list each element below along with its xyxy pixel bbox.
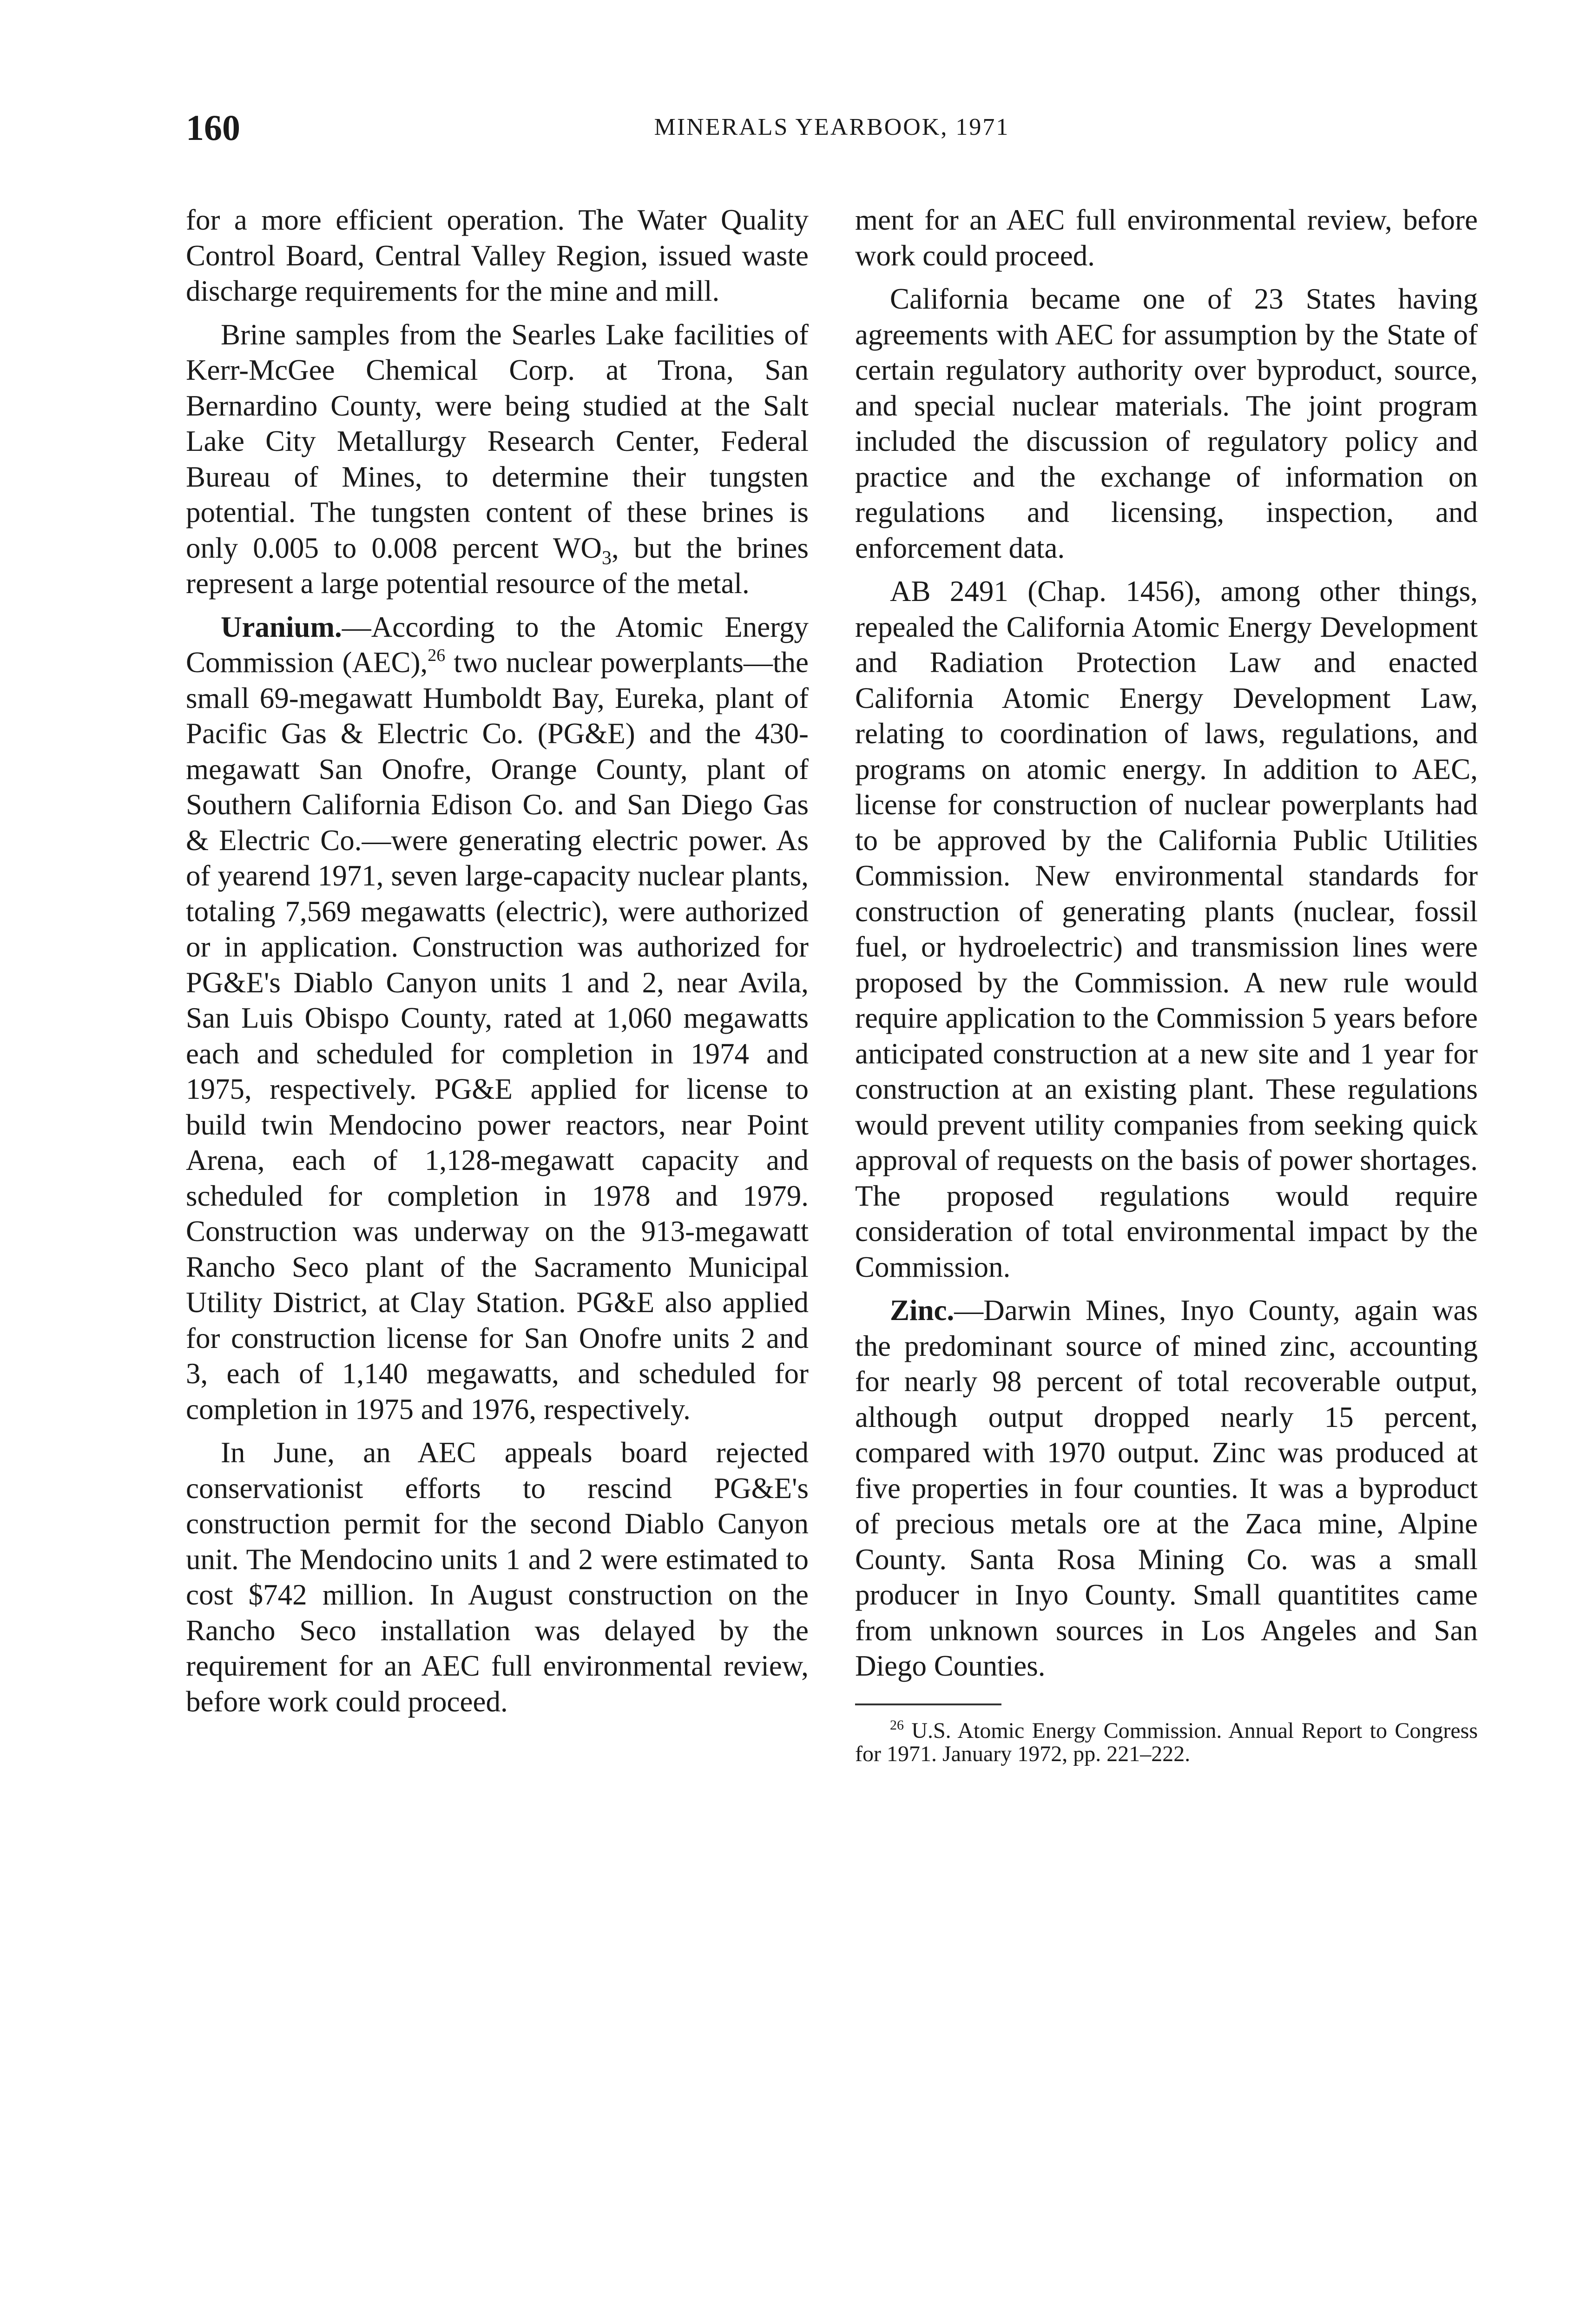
paragraph: In June, an AEC appeals board rejected conservationist efforts to rescind PG&E's construction permit for the second Diablo Canyon unit. The Mendocino units 1 and 2 were estimated to cost $742 million. In August construction on the Rancho Seco installation was delayed by the requirement for an AEC full environmental review, before work could proceed. xyxy=(186,1436,809,1718)
paragraph-text: Brine samples from the Searles Lake facilities of Kerr-McGee Chemical Corp. at Trona, San Bernardino County, were being studied at the Salt Lake City Metallurgy Research Center, Federal Bureau of Mines, to determine their tungsten potential. The tungsten content of these brines is only 0.005 to 0.008 percent WO xyxy=(186,318,809,564)
subscript: 3 xyxy=(602,547,612,569)
footnote-number: 26 xyxy=(890,1717,904,1733)
paragraph-text: two nuclear powerplants—the small 69-megawatt Humboldt Bay, Eureka, plant of Pacific Gas & Electric Co. (PG&E) and the 430-megawatt San Onofre, Orange County, plant of Southern California Edison Co. and San Diego Gas & Electric Co.—were generating electric power. As of yearend 1971, seven large-capacity nuclear plants, totaling 7,569 megawatts (electric), were authorized or in application. Construction was authorized for PG&E's Diablo Canyon units 1 and 2, near Avila, San Luis Obispo County, rated at 1,060 megawatts each and scheduled for completion in 1974 and 1975, respectively. PG&E applied for license to build twin Mendocino power reactors, near Point Arena, each of 1,128-megawatt capacity and scheduled for completion in 1978 and 1979. Construction was underway on the 913-megawatt Rancho Seco plant of the Sacramento Municipal Utility District, at Clay Station. PG&E also applied for construction license for San Onofre units 2 and 3, each of 1,140 megawatts, and scheduled for completion in 1975 and 1976, respectively. xyxy=(186,646,809,1426)
right-column xyxy=(855,202,1478,1766)
page-header xyxy=(186,107,1478,163)
footnote-divider xyxy=(855,1703,1001,1705)
paragraph: California became one of 23 States having agreements with AEC for assumption by the State of certain regulatory authority over byproduct, source, and special nuclear materials. The joint program included the discussion of regulatory policy and practice and the exchange of information on regulations and licensing, inspection, and enforcement data. xyxy=(855,283,1478,564)
paragraph: AB 2491 (Chap. 1456), among other things, repealed the California Atomic Energy Development and Radiation Protection Law and enacted California Atomic Energy Development Law, relating to coordination of laws, regulations, and programs on atomic energy. In addition to AEC, license for construction of nuclear powerplants had to be approved by the California Public Utilities Commission. New environmental standards for construction of generating plants (nuclear, fossil fuel, or hydroelectric) and transmission lines were proposed by the Commission. A new rule would require application to the Commission 5 years before anticipated construction at a new site and 1 year for construction at an existing plant. These regulations would prevent utility companies from seeking quick approval of requests on the basis of power shortages. The proposed regulations would require consideration of total environmental impact by the Commission. xyxy=(855,575,1478,1283)
paragraph-zinc xyxy=(855,1293,1478,1684)
footnote xyxy=(855,1719,1478,1766)
paragraph: for a more efficient operation. The Water Quality Control Board, Central Valley Region, issued waste discharge requirements for the mine and mill. xyxy=(186,204,809,307)
paragraph-text: —According to the Atomic Energy Commission (AEC), xyxy=(186,610,809,679)
page-number: 160 xyxy=(186,107,240,148)
paragraph: ment for an AEC full environmental review, before work could proceed. xyxy=(855,204,1478,272)
paragraph-text: —Darwin Mines, Inyo County, again was the predominant source of mined zinc, accounting for nearly 98 percent of total recoverable output, although output dropped nearly 15 percent, compared with 1970 output. Zinc was produced at five properties in four counties. It was a byproduct of precious metals ore at the Zaca mine, Alpine County. Santa Rosa Mining Co. was a small producer in Inyo County. Small quantitites came from unknown sources in Los Angeles and San Diego Counties. xyxy=(855,1294,1478,1682)
left-column xyxy=(186,202,809,1718)
paragraph-uranium xyxy=(186,609,809,1427)
paragraph-text: , but the brines represent a large potential resource of the metal. xyxy=(186,531,809,600)
footnote-text: U.S. Atomic Energy Commission. Annual Report to Congress for 1971. January 1972, pp. 221–222. xyxy=(855,1718,1478,1766)
paragraph xyxy=(186,317,809,601)
footnote-reference: 26 xyxy=(428,646,446,665)
section-heading-uranium: Uranium. xyxy=(221,610,342,643)
section-heading-zinc: Zinc. xyxy=(890,1294,955,1327)
running-head: MINERALS YEARBOOK, 1971 xyxy=(654,114,1010,140)
